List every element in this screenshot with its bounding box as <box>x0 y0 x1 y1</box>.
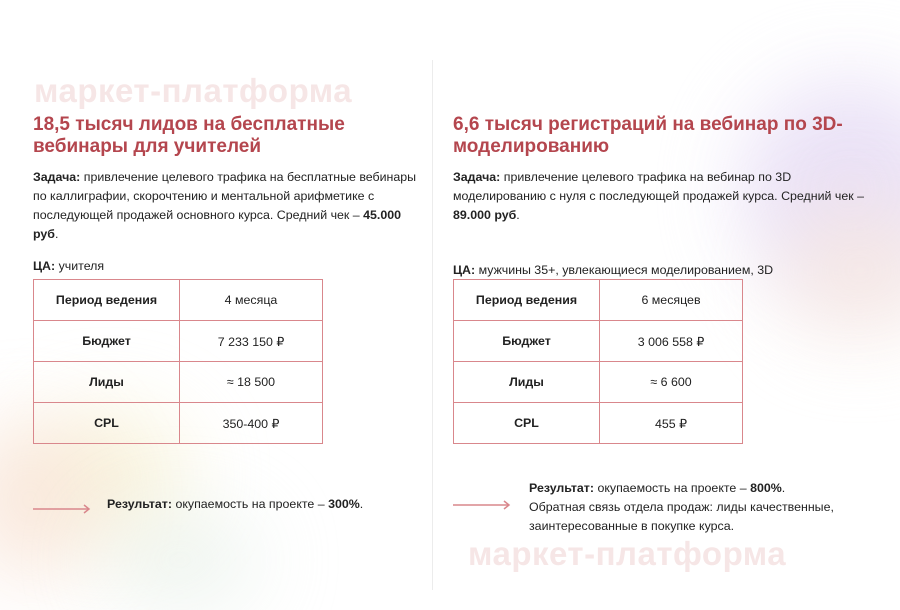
case-right <box>453 114 873 280</box>
table-row <box>454 403 743 444</box>
result-value: 800% <box>750 481 782 495</box>
result-label: Результат: <box>107 497 172 511</box>
ca-text: мужчины 35+, увлекающиеся моделированием, 3D <box>478 263 774 277</box>
task-text: привлечение целевого трафика на вебинар по 3D моделированию с нуля с последующей продажей курса. Средний чек – <box>453 170 864 203</box>
task-description: Задача: привлечение целевого трафика на бесплатные вебинары по каллиграфии, скорочтению и ментальной арифметике с последующей продажей основного курса. Средний чек – 45.000 руб. <box>33 170 417 241</box>
target-audience <box>453 261 873 280</box>
table-value: 7 233 150 ₽ <box>180 321 323 362</box>
ca-label: ЦА: <box>453 263 476 277</box>
table-row <box>34 362 323 403</box>
task-description: Задача: привлечение целевого трафика на вебинар по 3D моделированию с нуля с последующей продажей курса. Средний чек – 89.000 руб. <box>453 170 864 222</box>
result-text: окупаемость на проекте – <box>597 481 747 495</box>
table-row <box>34 403 323 444</box>
avg-check: 45.000 руб <box>33 208 402 241</box>
avg-check: 89.000 руб <box>453 208 517 222</box>
table-row <box>34 321 323 362</box>
table-value: ≈ 18 500 <box>180 362 323 403</box>
table-row <box>454 362 743 403</box>
result-right <box>529 479 879 536</box>
metrics-table-left <box>33 279 323 444</box>
result-line: Результат: окупаемость на проекте – 800%. <box>529 481 786 495</box>
table-label: CPL <box>454 403 600 444</box>
task-text: привлечение целевого трафика на бесплатные вебинары по каллиграфии, скорочтению и ментальной арифметике с последующей продажей основного курса. Средний чек – <box>33 170 417 222</box>
case-title: 6,6 тысяч регистраций на вебинар по 3D-моделированию <box>453 114 843 157</box>
table-label: Лиды <box>34 362 180 403</box>
result-value: 300% <box>328 497 360 511</box>
arrow-right-icon <box>453 500 511 510</box>
table-label: Бюджет <box>454 321 600 362</box>
column-divider <box>432 60 433 590</box>
table-label: CPL <box>34 403 180 444</box>
result-left: Результат: окупаемость на проекте – 300%. <box>107 497 364 511</box>
arrow-right-icon <box>33 504 91 514</box>
ca-text: учителя <box>58 259 105 273</box>
watermark-top: маркет-платформа <box>34 72 353 109</box>
watermark-bottom: маркет-платформа <box>468 535 787 572</box>
table-row <box>34 280 323 321</box>
sales-feedback: Обратная связь отдела продаж: лиды качественные, заинтересованные в покупке курса. <box>529 500 834 533</box>
case-title: 18,5 тысяч лидов на бесплатные вебинары для учителей <box>33 114 345 157</box>
ca-label: ЦА: <box>33 259 56 273</box>
table-label: Бюджет <box>34 321 180 362</box>
table-row <box>454 321 743 362</box>
case-left <box>33 114 428 276</box>
table-label: Лиды <box>454 362 600 403</box>
table-label: Период ведения <box>454 280 600 321</box>
table-value: 3 006 558 ₽ <box>600 321 743 362</box>
table-value: 350-400 ₽ <box>180 403 323 444</box>
result-text: окупаемость на проекте – <box>175 497 325 511</box>
task-label: Задача: <box>33 170 81 184</box>
table-label: Период ведения <box>34 280 180 321</box>
task-label: Задача: <box>453 170 501 184</box>
table-value: 6 месяцев <box>600 280 743 321</box>
table-row <box>454 280 743 321</box>
target-audience <box>33 257 428 276</box>
background-blob-green <box>100 510 260 610</box>
table-value: 4 месяца <box>180 280 323 321</box>
table-value: ≈ 6 600 <box>600 362 743 403</box>
result-label: Результат: <box>529 481 594 495</box>
metrics-table-right <box>453 279 743 444</box>
table-value: 455 ₽ <box>600 403 743 444</box>
